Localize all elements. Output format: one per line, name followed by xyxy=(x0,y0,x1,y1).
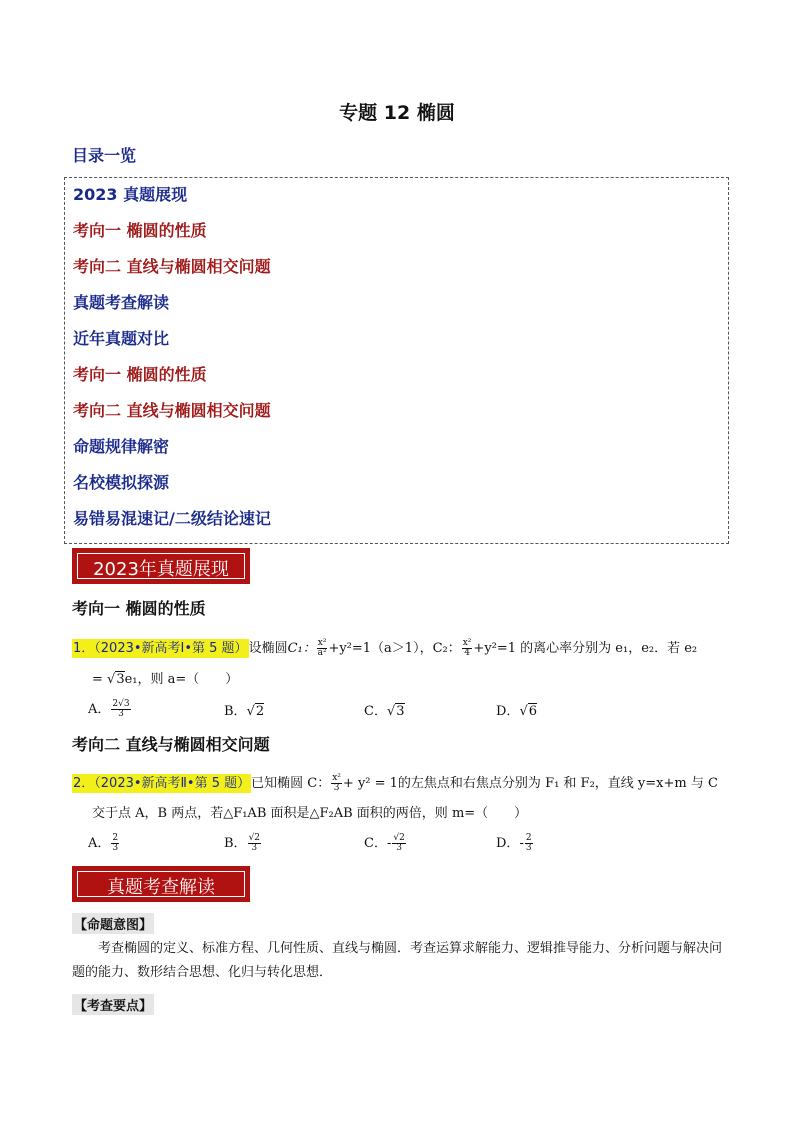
section-banner-analysis xyxy=(72,866,250,902)
banner-text: 真题考查解读 xyxy=(107,877,215,898)
toc-item[interactable]: 考向二 直线与椭圆相交问题 xyxy=(73,257,271,276)
toc-box xyxy=(64,177,729,544)
fraction: $\frac{\text{x²}}{3}$ xyxy=(332,773,341,793)
toc-item[interactable]: 2023 真题展现 xyxy=(73,185,188,204)
q2-option-b[interactable]: B． $\frac{√2}{3}$ xyxy=(224,833,261,853)
fraction: $\frac{\text{x²}}{4}$ xyxy=(462,638,472,658)
toc-item[interactable]: 真题考查解读 xyxy=(73,293,170,312)
q1-option-d[interactable]: D．√6 xyxy=(496,704,538,719)
toc-item[interactable]: 近年真题对比 xyxy=(73,329,170,348)
q2-option-c[interactable]: C．- $\frac{√2}{3}$ xyxy=(364,833,405,853)
question-source: 2．（2023•新高考Ⅱ•第 5 题） xyxy=(73,776,251,791)
intent-paragraph: 考查椭圆的定义、标准方程、几何性质、直线与椭圆．考查运算求解能力、逻辑推导能力、分析问题与解决问题的能力、数形结合思想、化归与转化思想． xyxy=(72,941,723,980)
question-2-line-1: 2．（2023•新高考Ⅱ•第 5 题）已知椭圆 C： $\frac{\text{x²}}{3}$ + y² = 1的左焦点和右焦点分别为 F₁ 和 F₂，直线 y=x+m 与 C xyxy=(73,773,718,793)
q2-option-a[interactable]: A． $\frac{2}{3}$ xyxy=(88,833,119,853)
toc-item[interactable]: 命题规律解密 xyxy=(73,437,170,456)
tag-key-points: 【考查要点】 xyxy=(72,994,154,1015)
section-banner-2023 xyxy=(72,548,250,584)
toc-heading: 目录一览 xyxy=(72,146,137,165)
banner-text: 2023年真题展现 xyxy=(93,559,229,580)
q1-option-a[interactable]: A． $\frac{2√3}{3}$ xyxy=(88,699,130,719)
q2-option-d[interactable]: D．- $\frac{2}{3}$ xyxy=(496,833,532,853)
section-heading: 考向二 直线与椭圆相交问题 xyxy=(72,735,270,754)
q1-option-c[interactable]: C．√3 xyxy=(364,704,405,719)
toc-item[interactable]: 名校模拟探源 xyxy=(73,473,170,492)
section-heading: 考向一 椭圆的性质 xyxy=(72,599,206,618)
fraction: $\frac{\text{x²}}{\text{a²}}$ xyxy=(317,638,327,658)
toc-item[interactable]: 考向二 直线与椭圆相交问题 xyxy=(73,401,271,420)
page-title: 专题 12 椭圆 xyxy=(339,102,455,124)
toc-item[interactable]: 考向一 椭圆的性质 xyxy=(73,221,207,240)
question-1-line-2: = √3e₁，则 a=（ ） xyxy=(92,672,239,687)
question-source: 1．（2023•新高考Ⅰ•第 5 题） xyxy=(73,641,248,656)
toc-item[interactable]: 易错易混速记/二级结论速记 xyxy=(73,509,271,528)
question-1-line-1: 1．（2023•新高考Ⅰ•第 5 题）设椭圆C₁： $\frac{\text{x²}}{\text{a²}}$ +y²=1（a＞1），C₂： $\frac{\text{x²}}{4}$ +y²=1 的离心率分别为 e₁，e₂．若 e₂ xyxy=(73,638,698,658)
q1-option-b[interactable]: B．√2 xyxy=(224,704,265,719)
question-2-line-2: 交于点 A，B 两点，若△F₁AB 面积是△F₂AB 面积的两倍，则 m=（ ） xyxy=(92,806,528,821)
toc-item[interactable]: 考向一 椭圆的性质 xyxy=(73,365,207,384)
tag-intent: 【命题意图】 xyxy=(72,913,154,934)
